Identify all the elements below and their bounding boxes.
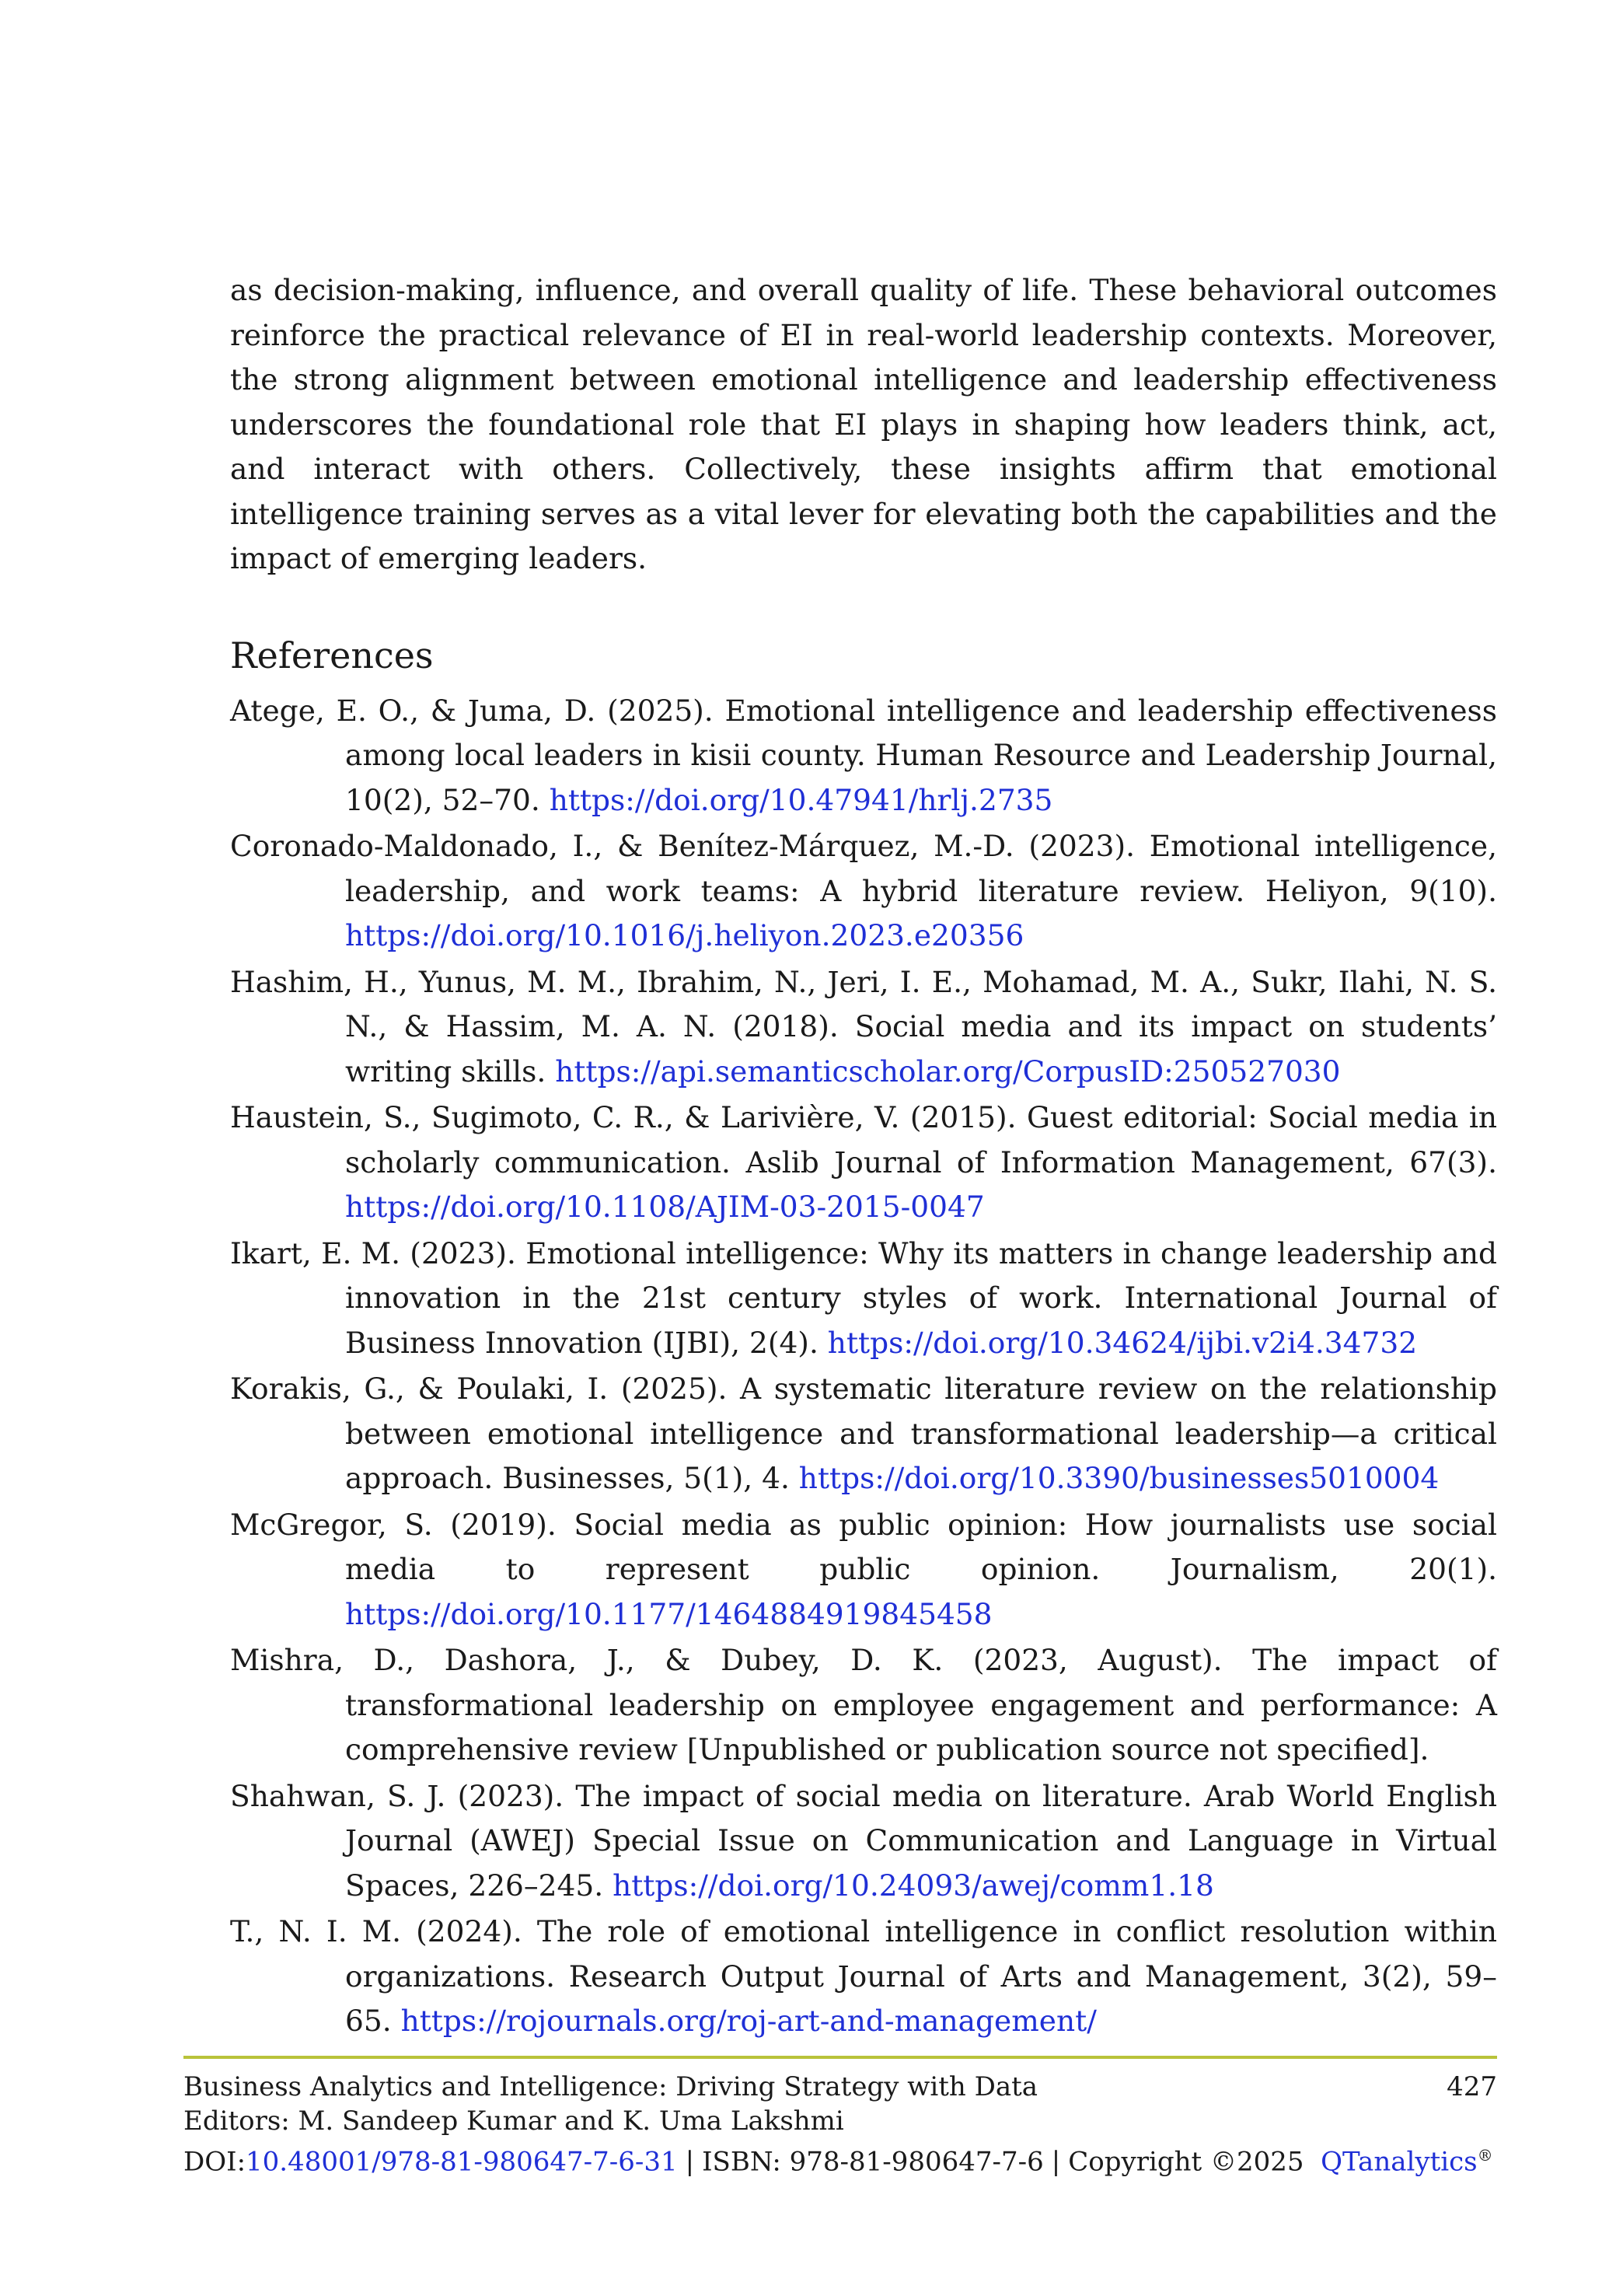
page-content xyxy=(230,268,1497,2046)
reference-text: Mishra, D., Dashora, J., & Dubey, D. K. (2023, August). The impact of transformational leadership on employee engagement and performance: A comprehensive review [Unpublished or publication source not specified]. xyxy=(230,1643,1497,1767)
reference-text: McGregor, S. (2019). Social media as public opinion: How journalists use social media to represent public opinion. Journalism, 20(1). xyxy=(230,1507,1497,1586)
reference-item xyxy=(230,1910,1497,2044)
reference-link[interactable]: https://doi.org/10.3390/businesses5010004 xyxy=(798,1461,1440,1495)
body-paragraph: as decision-making, influence, and overall quality of life. These behavioral outcomes reinforce the practical relevance of EI in real-world leadership contexts. Moreover, the strong alignment between emotional intelligence and leadership effectiveness underscores the foundational role that EI plays in shaping how leaders think, act, and interact with others. Collectively, these insights affirm that emotional intelligence training serves as a vital lever for elevating both the capabilities and the impact of emerging leaders. xyxy=(230,273,1497,575)
reference-link[interactable]: https://doi.org/10.1016/j.heliyon.2023.e20356 xyxy=(345,918,1024,952)
reference-item xyxy=(230,960,1497,1095)
reference-link[interactable]: https://rojournals.org/roj-art-and-management/ xyxy=(400,2004,1097,2038)
reference-item xyxy=(230,1638,1497,1773)
book-title: Business Analytics and Intelligence: Driving Strategy with Data xyxy=(183,2071,1038,2102)
reference-item xyxy=(230,1096,1497,1230)
reference-text: Korakis, G., & Poulaki, I. (2025). A systematic literature review on the relationship between emotional intelligence and transformational leadership—a critical approach. Businesses, 5(1), 4. xyxy=(230,1372,1497,1495)
registered-mark: ® xyxy=(1477,2146,1493,2165)
reference-text: Shahwan, S. J. (2023). The impact of social media on literature. Arab World English Journal (AWEJ) Special Issue on Communication and Language in Virtual Spaces, 226–245. xyxy=(230,1778,1497,1903)
reference-item xyxy=(230,1232,1497,1366)
reference-text: Haustein, S., Sugimoto, C. R., & Larivière, V. (2015). Guest editorial: Social media in scholarly communication. Aslib Journal of Information Management, 67(3). xyxy=(230,1100,1497,1179)
separator: | xyxy=(1051,2146,1061,2178)
doi-link[interactable]: 10.48001/978-81-980647-7-6-31 xyxy=(246,2146,678,2178)
reference-item xyxy=(230,824,1497,959)
reference-text: T., N. I. M. (2024). The role of emotional intelligence in conflict resolution within organizations. Research Output Journal of Arts and Management, 3(2), 59–65. xyxy=(230,1914,1497,2038)
page-footer xyxy=(183,2070,1497,2179)
copyright: Copyright ©2025 xyxy=(1068,2146,1304,2178)
separator: | xyxy=(685,2146,695,2178)
reference-item xyxy=(230,1367,1497,1501)
reference-link[interactable]: https://doi.org/10.24093/awej/comm1.18 xyxy=(613,1868,1214,1903)
references-heading: References xyxy=(230,634,434,676)
reference-text: Atege, E. O., & Juma, D. (2025). Emotional intelligence and leadership effectiveness among local leaders in kisii county. Human Resource and Leadership Journal, 10(2), 52–70. xyxy=(230,693,1497,817)
reference-text: Coronado-Maldonado, I., & Benítez-Márquez, M.-D. (2023). Emotional intelligence, leadership, and work teams: A hybrid literature review. Heliyon, 9(10). xyxy=(230,829,1497,908)
footer-divider xyxy=(183,2056,1497,2059)
footer-editors-line xyxy=(183,2104,1497,2138)
page-number: 427 xyxy=(1447,2071,1497,2102)
reference-link[interactable]: https://api.semanticscholar.org/CorpusID:250527030 xyxy=(555,1054,1341,1089)
reference-text: Hashim, H., Yunus, M. M., Ibrahim, N., Jeri, I. E., Mohamad, M. A., Sukr, Ilahi, N. S. N., & Hassim, M. A. N. (2018). Social media and its impact on students’ writing skills. xyxy=(230,964,1497,1089)
doi-label: DOI: xyxy=(183,2146,246,2178)
reference-text: Ikart, E. M. (2023). Emotional intelligence: Why its matters in change leadership and innovation in the 21st century styles of work. International Journal of Business Innovation (IJBI), 2(4). xyxy=(230,1235,1497,1360)
reference-link[interactable]: https://doi.org/10.47941/hrlj.2735 xyxy=(549,782,1053,817)
reference-item xyxy=(230,1774,1497,1909)
reference-item xyxy=(230,689,1497,823)
reference-link[interactable]: https://doi.org/10.34624/ijbi.v2i4.34732 xyxy=(827,1325,1418,1360)
footer-title-line xyxy=(183,2070,1497,2104)
reference-item xyxy=(230,1503,1497,1637)
reference-link[interactable]: https://doi.org/10.1177/1464884919845458 xyxy=(345,1596,993,1631)
publisher-link[interactable]: QTanalytics xyxy=(1321,2146,1478,2178)
editors: Editors: M. Sandeep Kumar and K. Uma Lakshmi xyxy=(183,2106,844,2137)
isbn: ISBN: 978-81-980647-7-6 xyxy=(702,2146,1044,2178)
reference-link[interactable]: https://doi.org/10.1108/AJIM-03-2015-0047 xyxy=(345,1190,985,1224)
footer-doi-line xyxy=(183,2138,1497,2179)
reference-list xyxy=(230,689,1497,2044)
footer-doi-group xyxy=(183,2138,1493,2179)
